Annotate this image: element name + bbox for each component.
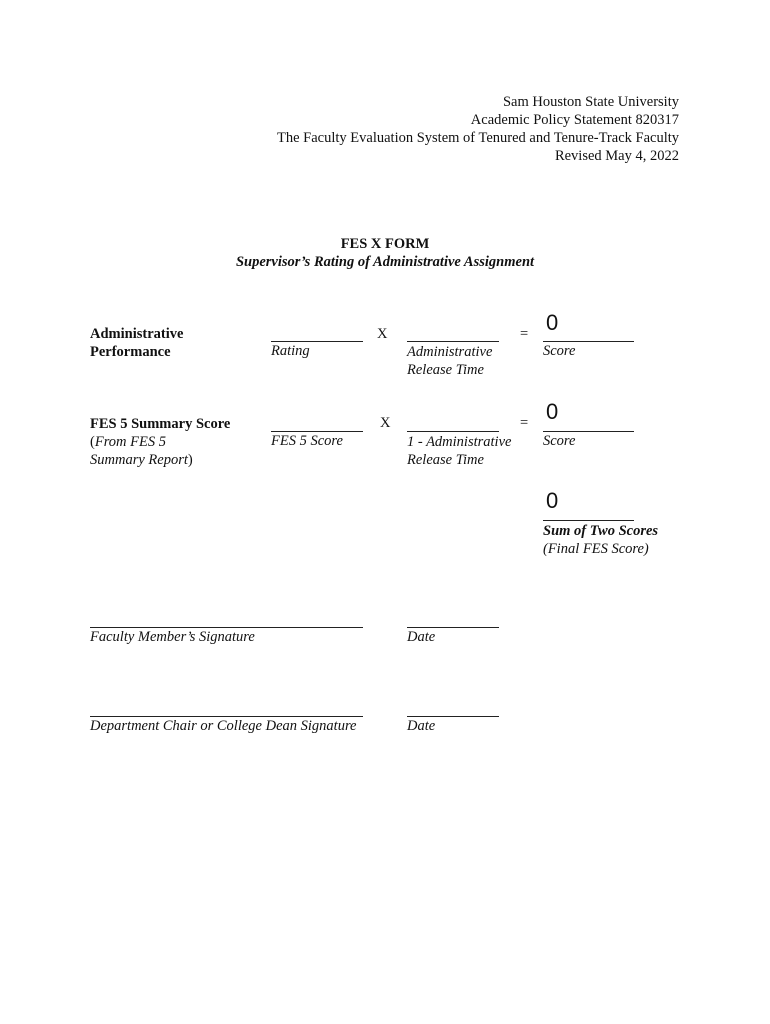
row1-label: Administrative Performance xyxy=(90,326,184,360)
one-minus-release-caption: 1 - Administrative Release Time xyxy=(407,434,512,468)
score-line-1 xyxy=(543,341,634,342)
score-caption-1: Score xyxy=(543,343,576,359)
final-score-field[interactable]: 0 xyxy=(546,488,559,513)
faculty-date-label: Date xyxy=(407,629,436,645)
form-title: FES X FORM xyxy=(340,236,430,252)
score-line-2 xyxy=(543,431,634,432)
chair-date-label: Date xyxy=(407,718,436,734)
one-minus-release-input-line[interactable] xyxy=(407,431,499,432)
document-header xyxy=(277,93,679,165)
release-time-caption: Administrative Release Time xyxy=(407,344,493,378)
multiply-sign: X xyxy=(380,415,391,431)
fes5-score-caption: FES 5 Score xyxy=(271,433,343,449)
faculty-date-line[interactable] xyxy=(407,627,499,628)
policy-number: Academic Policy Statement 820317 xyxy=(470,112,679,128)
score-caption-2: Score xyxy=(543,433,576,449)
form-subtitle: Supervisor’s Rating of Administrative Assignment xyxy=(235,254,535,270)
final-score-caption: Sum of Two Scores (Final FES Score) xyxy=(543,523,659,557)
row2-label: FES 5 Summary Score (From FES 5 Summary Report) xyxy=(90,416,231,468)
fes5-score-input-line[interactable] xyxy=(271,431,363,432)
system-name: The Faculty Evaluation System of Tenured and Tenure-Track Faculty xyxy=(277,130,679,146)
chair-date-line[interactable] xyxy=(407,716,499,717)
rating-input-line[interactable] xyxy=(271,341,363,342)
university-name: Sam Houston State University xyxy=(502,94,679,110)
final-score-line xyxy=(543,520,634,521)
score-field-2[interactable]: 0 xyxy=(546,399,559,424)
equals-sign: = xyxy=(520,326,529,342)
rating-caption: Rating xyxy=(271,343,310,359)
chair-signature-label: Department Chair or College Dean Signature xyxy=(90,718,357,734)
faculty-signature-label: Faculty Member’s Signature xyxy=(90,629,255,645)
chair-signature-line[interactable] xyxy=(90,716,363,717)
equals-sign: = xyxy=(520,415,529,431)
multiply-sign: X xyxy=(377,326,388,342)
faculty-signature-line[interactable] xyxy=(90,627,363,628)
revision-date: Revised May 4, 2022 xyxy=(554,148,679,164)
release-time-input-line[interactable] xyxy=(407,341,499,342)
score-field-1[interactable]: 0 xyxy=(546,310,559,335)
